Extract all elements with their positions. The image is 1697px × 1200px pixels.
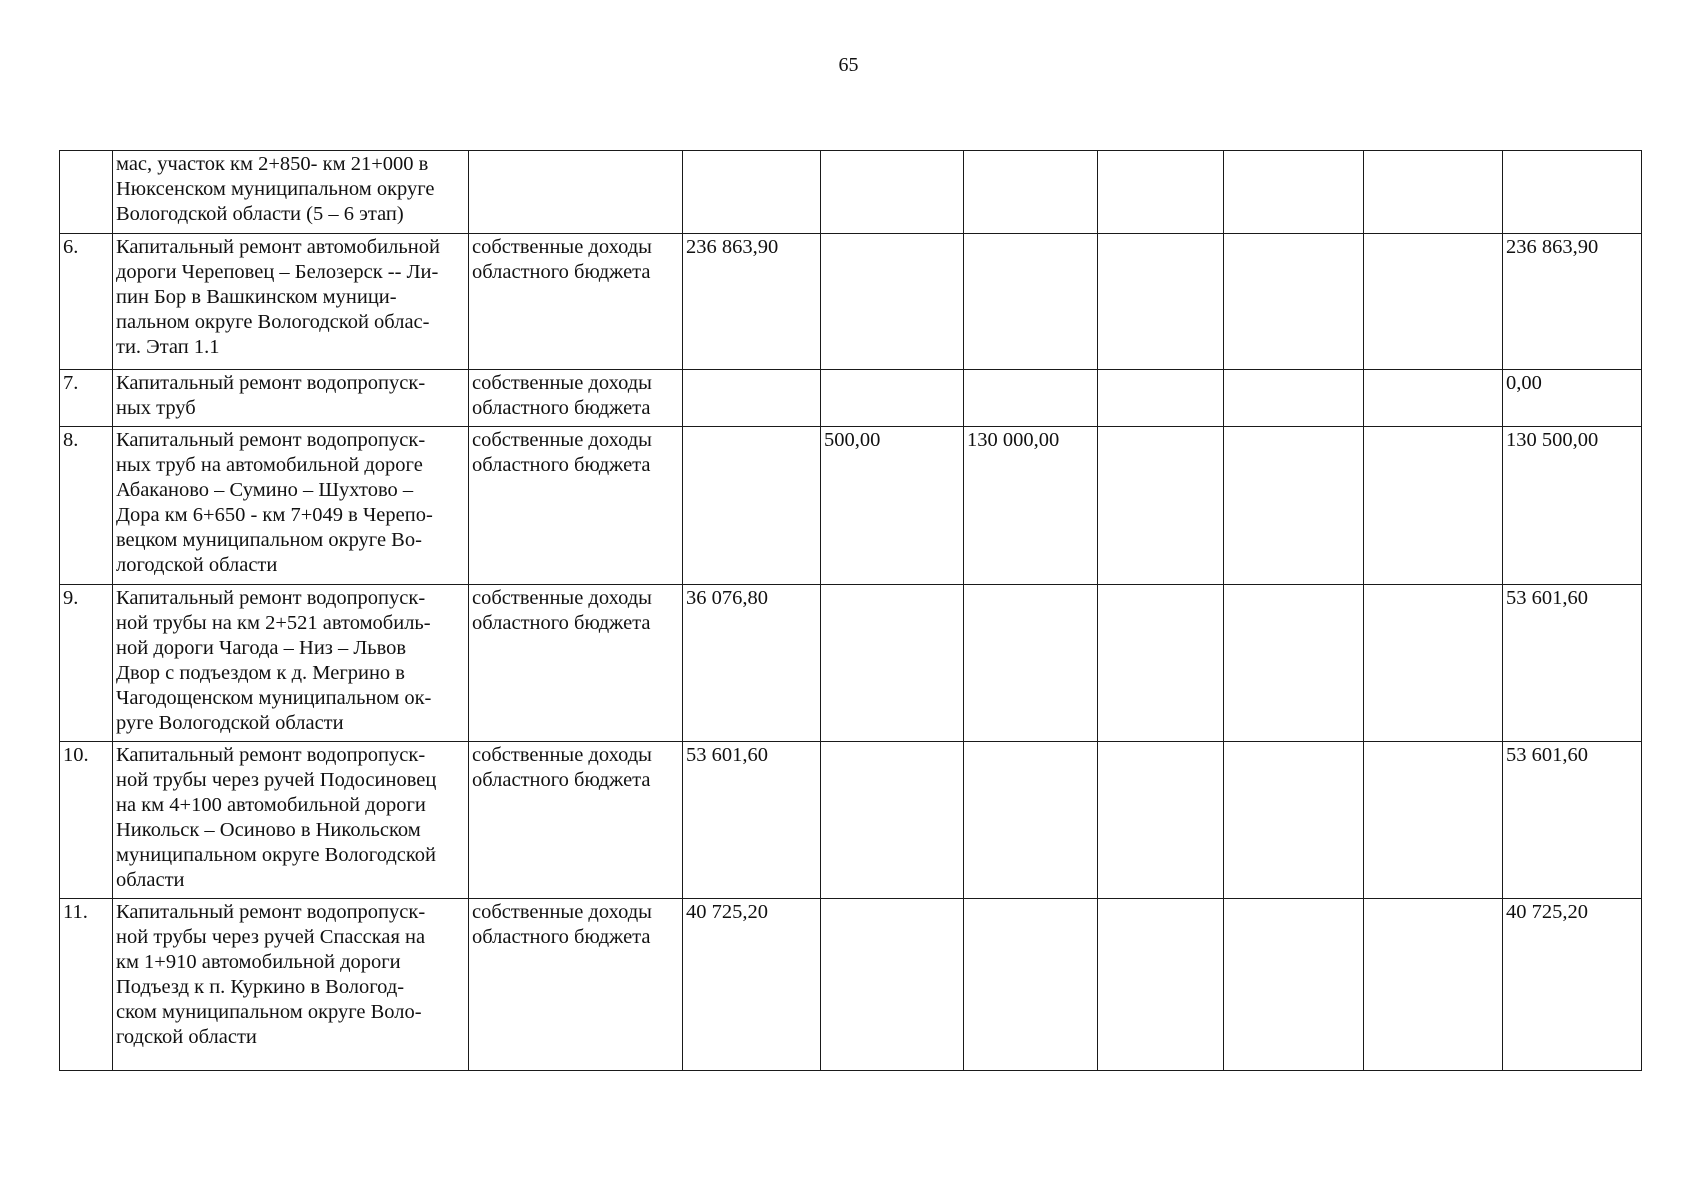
amount-cell-col3 <box>683 151 821 234</box>
amount-cell-col5 <box>964 899 1098 1071</box>
funding-source-line: собственные доходы <box>472 901 652 923</box>
amount-cell-col6 <box>1098 899 1224 1071</box>
amount-cell-col8 <box>1364 742 1503 899</box>
description-cell <box>113 742 469 899</box>
table-row <box>60 899 1642 1071</box>
description-line: ной трубы через ручей Спасская на <box>116 926 426 948</box>
description-cell <box>113 151 469 234</box>
amount-cell-col6 <box>1098 234 1224 370</box>
description-line: ти. Этап 1.1 <box>116 336 220 358</box>
amount-cell-col7 <box>1224 370 1364 427</box>
amount-cell-col8 <box>1364 151 1503 234</box>
amount-cell-col4 <box>821 742 964 899</box>
amount-cell-col3: 40 725,20 <box>683 899 821 1071</box>
amount-cell-col3 <box>683 370 821 427</box>
amount-cell-col4 <box>821 370 964 427</box>
amount-cell-col5 <box>964 585 1098 742</box>
row-number-cell: 8. <box>60 427 113 585</box>
total-amount-cell <box>1503 151 1642 234</box>
description-line: вецком муниципальном округе Во- <box>116 529 422 551</box>
description-line: Капитальный ремонт водопропуск- <box>116 587 426 609</box>
amount-cell-col6 <box>1098 370 1224 427</box>
amount-cell-col4 <box>821 899 964 1071</box>
amount-cell-col4 <box>821 151 964 234</box>
total-amount-cell: 236 863,90 <box>1503 234 1642 370</box>
amount-cell-col7 <box>1224 234 1364 370</box>
description-line: Двор с подъездом к д. Мегрино в <box>116 662 405 684</box>
amount-cell-col4: 500,00 <box>821 427 964 585</box>
description-cell <box>113 370 469 427</box>
description-cell <box>113 899 469 1071</box>
description-line: ных труб на автомобильной дороге <box>116 454 423 476</box>
row-number-cell: 10. <box>60 742 113 899</box>
description-line: пин Бор в Вашкинском муници- <box>116 286 397 308</box>
amount-cell-col7 <box>1224 585 1364 742</box>
amount-cell-col8 <box>1364 427 1503 585</box>
description-line: ной трубы на км 2+521 автомобиль- <box>116 612 431 634</box>
funding-source-line: областного бюджета <box>472 612 651 634</box>
table-row <box>60 742 1642 899</box>
description-line: дороги Череповец – Белозерск -- Ли- <box>116 261 439 283</box>
description-line: Капитальный ремонт водопропуск- <box>116 429 426 451</box>
amount-cell-col5 <box>964 370 1098 427</box>
row-number-cell <box>60 151 113 234</box>
funding-source-line: областного бюджета <box>472 261 651 283</box>
description-line: руге Вологодской области <box>116 712 344 734</box>
funding-source-line: собственные доходы <box>472 372 652 394</box>
total-amount-cell: 53 601,60 <box>1503 742 1642 899</box>
description-line: Вологодской области (5 – 6 этап) <box>116 203 404 225</box>
description-line: Капитальный ремонт автомобильной <box>116 236 440 258</box>
amount-cell-col5 <box>964 234 1098 370</box>
description-line: Дора км 6+650 - км 7+049 в Черепо- <box>116 504 433 526</box>
description-cell <box>113 585 469 742</box>
amount-cell-col7 <box>1224 899 1364 1071</box>
funding-source-cell <box>469 234 683 370</box>
table-row <box>60 151 1642 234</box>
amount-cell-col6 <box>1098 585 1224 742</box>
funding-source-line: собственные доходы <box>472 744 652 766</box>
description-line: ных труб <box>116 397 196 419</box>
description-cell <box>113 234 469 370</box>
description-line: пальном округе Вологодской облас- <box>116 311 430 333</box>
row-number-cell: 9. <box>60 585 113 742</box>
description-line: муниципальном округе Вологодской <box>116 844 437 866</box>
funding-source-line: собственные доходы <box>472 587 652 609</box>
funding-source-line: областного бюджета <box>472 769 651 791</box>
row-number-cell: 7. <box>60 370 113 427</box>
amount-cell-col8 <box>1364 370 1503 427</box>
description-line: Капитальный ремонт водопропуск- <box>116 372 426 394</box>
description-line: ском муниципальном округе Воло- <box>116 1001 422 1023</box>
funding-source-line: областного бюджета <box>472 397 651 419</box>
page-number: 65 <box>838 54 859 76</box>
amount-cell-col6 <box>1098 151 1224 234</box>
table-row <box>60 370 1642 427</box>
amount-cell-col4 <box>821 585 964 742</box>
amount-cell-col3: 53 601,60 <box>683 742 821 899</box>
funding-source-line: областного бюджета <box>472 926 651 948</box>
description-line: Никольск – Осиново в Никольском <box>116 819 421 841</box>
row-number-cell: 11. <box>60 899 113 1071</box>
total-amount-cell: 53 601,60 <box>1503 585 1642 742</box>
table-row <box>60 585 1642 742</box>
budget-table <box>59 150 1642 1071</box>
funding-source-cell <box>469 151 683 234</box>
description-line: годской области <box>116 1026 257 1048</box>
description-line: Нюксенском муниципальном округе <box>116 178 435 200</box>
amount-cell-col4 <box>821 234 964 370</box>
funding-source-cell <box>469 585 683 742</box>
funding-source-cell <box>469 899 683 1071</box>
funding-source-line: областного бюджета <box>472 454 651 476</box>
row-number-cell: 6. <box>60 234 113 370</box>
funding-source-line: собственные доходы <box>472 236 652 258</box>
table-row <box>60 427 1642 585</box>
amount-cell-col5 <box>964 151 1098 234</box>
amount-cell-col5: 130 000,00 <box>964 427 1098 585</box>
description-line: ной трубы через ручей Подосиновец <box>116 769 437 791</box>
amount-cell-col7 <box>1224 742 1364 899</box>
description-line: ной дороги Чагода – Низ – Львов <box>116 637 407 659</box>
amount-cell-col8 <box>1364 234 1503 370</box>
amount-cell-col3: 36 076,80 <box>683 585 821 742</box>
amount-cell-col3 <box>683 427 821 585</box>
description-line: Подъезд к п. Куркино в Вологод- <box>116 976 405 998</box>
amount-cell-col7 <box>1224 151 1364 234</box>
amount-cell-col5 <box>964 742 1098 899</box>
description-line: Капитальный ремонт водопропуск- <box>116 901 426 923</box>
total-amount-cell: 130 500,00 <box>1503 427 1642 585</box>
description-line: на км 4+100 автомобильной дороги <box>116 794 426 816</box>
funding-source-cell <box>469 370 683 427</box>
description-line: логодской области <box>116 554 278 576</box>
description-line: мас, участок км 2+850- км 21+000 в <box>116 153 429 175</box>
description-cell <box>113 427 469 585</box>
amount-cell-col8 <box>1364 585 1503 742</box>
funding-source-line: собственные доходы <box>472 429 652 451</box>
description-line: Чагодощенском муниципальном ок- <box>116 687 432 709</box>
amount-cell-col6 <box>1098 427 1224 585</box>
description-line: области <box>116 869 185 891</box>
amount-cell-col8 <box>1364 899 1503 1071</box>
description-line: Абаканово – Сумино – Шухтово – <box>116 479 414 501</box>
funding-source-cell <box>469 742 683 899</box>
table-row <box>60 234 1642 370</box>
total-amount-cell: 40 725,20 <box>1503 899 1642 1071</box>
total-amount-cell: 0,00 <box>1503 370 1642 427</box>
funding-source-cell <box>469 427 683 585</box>
amount-cell-col3: 236 863,90 <box>683 234 821 370</box>
amount-cell-col6 <box>1098 742 1224 899</box>
description-line: Капитальный ремонт водопропуск- <box>116 744 426 766</box>
description-line: км 1+910 автомобильной дороги <box>116 951 401 973</box>
amount-cell-col7 <box>1224 427 1364 585</box>
